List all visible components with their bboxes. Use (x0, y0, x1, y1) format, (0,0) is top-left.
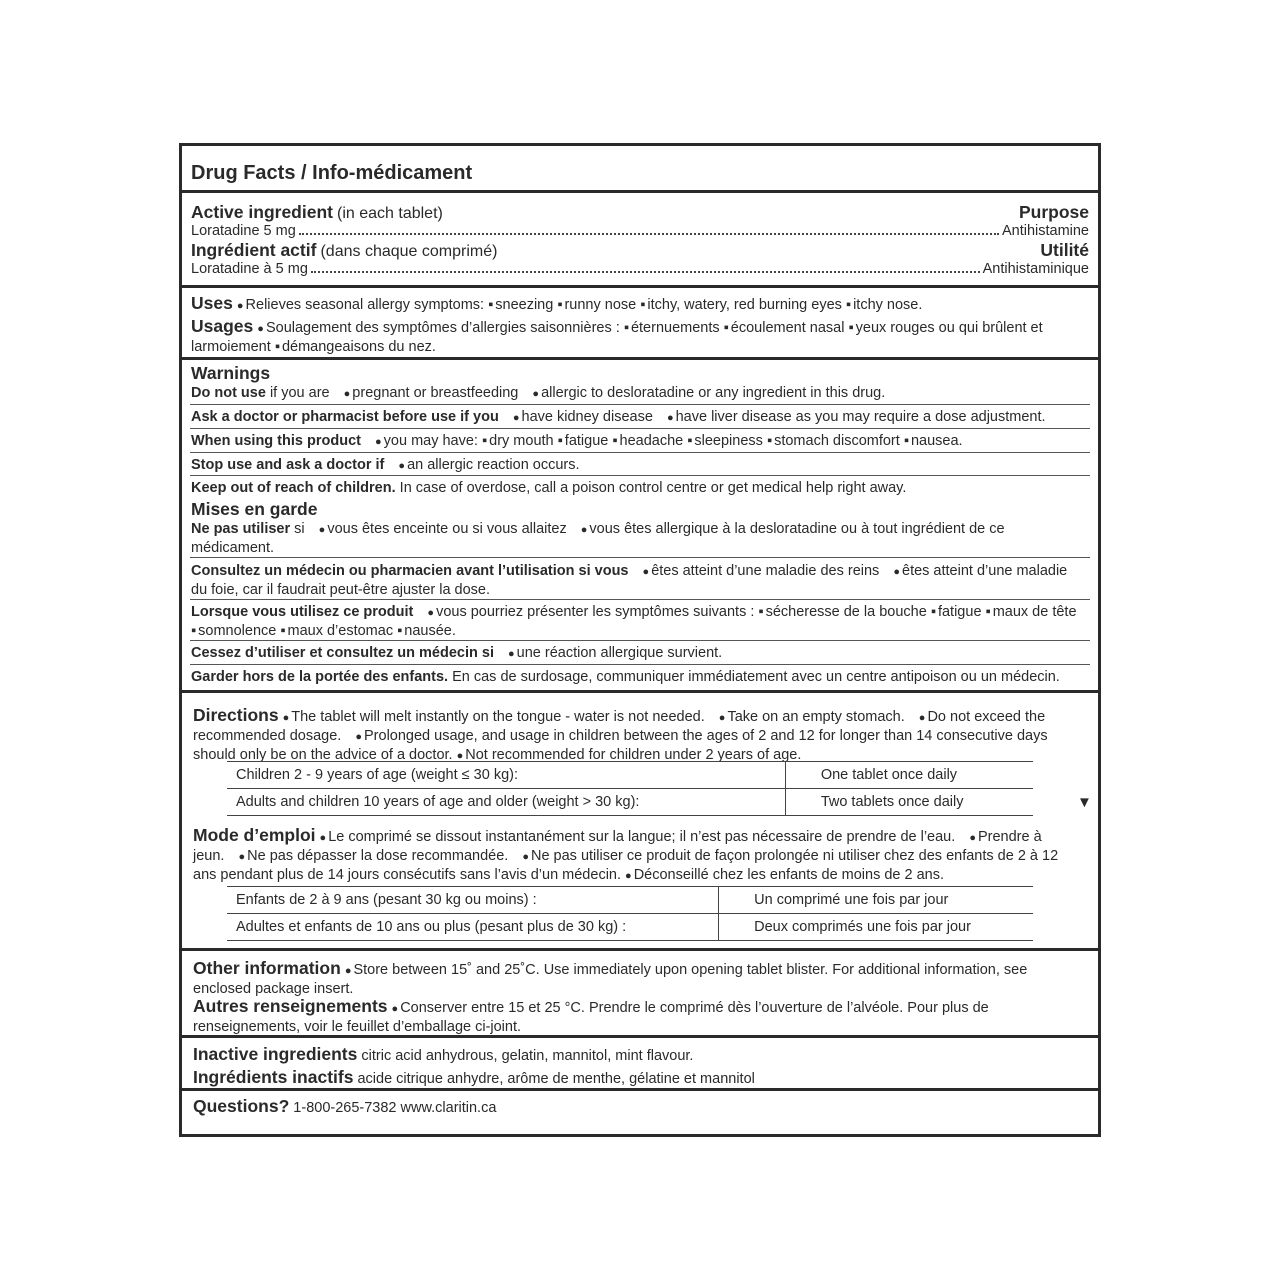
warning-ne-pas-utiliser: Ne pas utiliser si ● vous êtes enceinte ou si vous allaitez ● vous êtes allergique à la desloratadine ou à tout ingrédient de ce médicament. (191, 520, 1061, 557)
divider (182, 948, 1098, 951)
divider (182, 1088, 1098, 1091)
warning-keep-out: Keep out of reach of children. In case of overdose, call a poison control centre or get medical help right away. (191, 480, 907, 496)
dosage-table-en (227, 761, 1033, 816)
warning-garder: Garder hors de la portée des enfants. En cas de surdosage, communiquer immédiatement avec un centre antipoison ou un médecin. (191, 669, 1060, 685)
continue-arrow-icon: ▼ (1077, 794, 1092, 811)
other-information-en: Other information ● Store between 15˚ and 25˚C. Use immediately upon opening tablet blister. For additional information, see enclosed package insert. (193, 959, 1073, 998)
ingredient-actif-row: Loratadine à 5 mg Antihistaminique (191, 261, 1089, 277)
inactive-ingredients-fr: Ingrédients inactifs acide citrique anhydre, arôme de menthe, gélatine et mannitol (193, 1067, 755, 1087)
directions-en: Directions ● The tablet will melt instantly on the tongue - water is not needed. ● Take on an empty stomach. ● Do not exceed the recommended dosage. ● Prolonged usage, and usage in children between the ages of 2 and 12 for longer than 14 consecutive days should only be on the advice of a doctor. ● Not recommended for children under 2 years of age. (193, 706, 1073, 765)
directions-fr: Mode d’emploi ● Le comprimé se dissout instantanément sur la langue; il n’est pas nécessaire de prendre de l’eau. ● Prendre à jeun. ● Ne pas dépasser la dose recommandée. ● Ne pas utiliser ce produit de façon prolongée ni utiliser chez des enfants de 2 à 12 ans pendant plus de 14 jours consécutifs sans l’avis d’un médecin. ● Déconseillé chez les enfants de moins de 2 ans. (193, 826, 1073, 885)
mises-en-garde-heading: Mises en garde (191, 499, 318, 519)
warning-when-using: When using this product ● you may have: ▪ dry mouth ▪ fatigue ▪ headache ▪ sleepiness ▪ stomach discomfort ▪ nausea. (191, 432, 1089, 451)
purpose-heading: Purpose (1018, 202, 1089, 222)
warning-stop-use: Stop use and ask a doctor if ● an allergic reaction occurs. (191, 456, 1089, 475)
divider (182, 690, 1098, 693)
ingredient-actif-heading: Ingrédient actif (dans chaque comprimé) Utilité (191, 240, 1089, 260)
active-ingredient-heading: Active ingredient (in each tablet) Purpose (191, 202, 1089, 222)
utilite-heading: Utilité (1040, 240, 1089, 260)
divider (182, 1035, 1098, 1038)
drug-facts-panel (179, 143, 1101, 1137)
questions: Questions? 1-800-265-7382 www.claritin.ca (193, 1096, 497, 1116)
uses-fr: Usages ● Soulagement des symptômes d’allergies saisonnières : ▪ éternuements ▪ écoulement nasal ▪ yeux rouges ou qui brûlent et larmoiement ▪ démangeaisons du nez. (191, 317, 1086, 356)
other-information-fr: Autres renseignements ● Conserver entre 15 et 25 °C. Prendre le comprimé dès l’ouverture de l’alvéole. Pour plus de renseignements, voir le feuillet d’emballage ci-joint. (193, 997, 1073, 1036)
divider (182, 357, 1098, 360)
warning-cessez: Cessez d’utiliser et consultez un médecin si ● une réaction allergique survient. (191, 644, 1089, 663)
dosage-table-fr (227, 886, 1033, 941)
uses-en: Uses ● Relieves seasonal allergy symptoms: ▪ sneezing ▪ runny nose ▪ itchy, watery, red burning eyes ▪ itchy nose. (191, 294, 1089, 315)
warning-ask-doctor: Ask a doctor or pharmacist before use if you ● have kidney disease ● have liver disease as you may require a dose adjustment. (191, 408, 1089, 427)
divider (182, 285, 1098, 288)
warning-do-not-use: Do not use if you are ● pregnant or breastfeeding ● allergic to desloratadine or any ingredient in this drug. (191, 384, 1089, 403)
table-row: Children 2 - 9 years of age (weight ≤ 30 kg): One tablet once daily (227, 762, 1033, 789)
warning-lorsque: Lorsque vous utilisez ce produit ● vous pourriez présenter les symptômes suivants : ▪ sécheresse de la bouche ▪ fatigue ▪ maux de tête ▪ somnolence ▪ maux d’estomac ▪ nausée. (191, 603, 1086, 640)
inactive-ingredients-en: Inactive ingredients citric acid anhydrous, gelatin, mannitol, mint flavour. (193, 1044, 694, 1064)
warnings-heading: Warnings (191, 363, 271, 383)
warning-consultez: Consultez un médecin ou pharmacien avant l’utilisation si vous ● êtes atteint d’une maladie des reins ● êtes atteint d’une maladie du foie, car il faudrait peut-être ajuster la dose. (191, 562, 1086, 599)
table-row: Adults and children 10 years of age and older (weight > 30 kg): Two tablets once daily (227, 789, 1033, 816)
table-row: Adultes et enfants de 10 ans ou plus (pesant plus de 30 kg) : Deux comprimés une fois par jour (227, 914, 1033, 941)
table-row: Enfants de 2 à 9 ans (pesant 30 kg ou moins) : Un comprimé une fois par jour (227, 887, 1033, 914)
divider (182, 190, 1098, 193)
contact-info[interactable]: 1-800-265-7382 www.claritin.ca (293, 1100, 497, 1116)
active-ingredient-row: Loratadine 5 mg Antihistamine (191, 223, 1089, 239)
page-title: Drug Facts / Info-médicament (191, 162, 473, 184)
